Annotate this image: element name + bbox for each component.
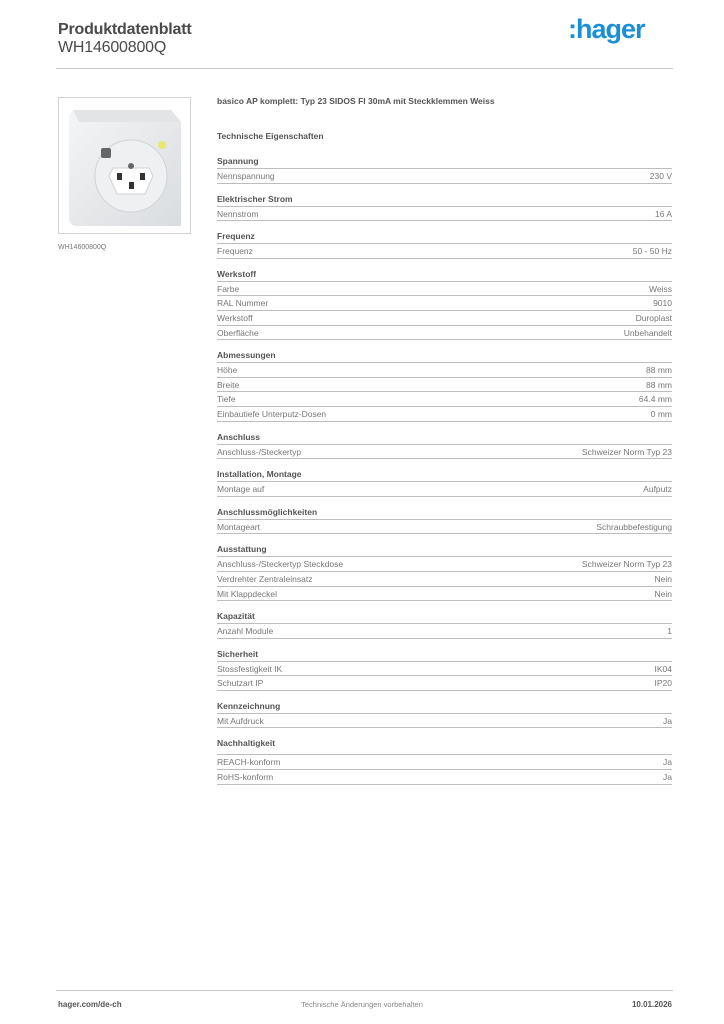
section-heading: Elektrischer Strom — [217, 193, 672, 207]
row-label: Verdrehter Zentraleinsatz — [217, 573, 313, 584]
section-ausstattung — [217, 543, 672, 601]
table-row — [217, 557, 672, 572]
table-row — [217, 624, 672, 639]
table-row — [217, 662, 672, 677]
table-row — [217, 169, 672, 184]
row-value: IP20 — [654, 678, 672, 689]
row-value: Schraubbefestigung — [596, 521, 672, 532]
section-heading: Kennzeichnung — [217, 700, 672, 714]
section-heading: Nachhaltigkeit — [217, 738, 276, 749]
section-heading: Kapazität — [217, 610, 672, 624]
table-row — [217, 326, 672, 341]
table-row — [217, 207, 672, 222]
row-label: Farbe — [217, 283, 240, 294]
row-label: Nennspannung — [217, 171, 275, 181]
swiss-socket-type23-icon — [59, 98, 190, 233]
row-value: 88 mm — [646, 379, 672, 390]
section-heading: Spannung — [217, 155, 672, 169]
row-label: Einbautiefe Unterputz-Dosen — [217, 408, 327, 419]
section-kapazitaet — [217, 610, 672, 639]
row-value: 88 mm — [646, 365, 672, 376]
row-label: Frequenz — [217, 246, 253, 257]
row-value: 1 — [667, 626, 672, 637]
table-row — [217, 407, 672, 422]
row-value: Ja — [663, 757, 672, 768]
table-row — [217, 282, 672, 297]
row-label: Mit Aufdruck — [217, 715, 264, 726]
table-row — [217, 482, 672, 497]
section-werkstoff — [217, 268, 672, 340]
section-heading: Anschlussmöglichkeiten — [217, 506, 672, 520]
product-description: basico AP komplett: Typ 23 SIDOS FI 30mA mit Steckklemmen Weiss — [217, 96, 495, 106]
properties-table — [217, 155, 672, 794]
row-label: RAL Nummer — [217, 298, 269, 309]
table-row — [217, 770, 672, 785]
row-label: Anschluss-/Steckertyp Steckdose — [217, 559, 344, 570]
table-row — [217, 445, 672, 460]
product-code: WH14600800Q — [58, 39, 167, 56]
table-row — [217, 755, 672, 770]
section-anschluss — [217, 431, 672, 460]
row-value: Aufputz — [643, 484, 672, 495]
hager-logo: :hager — [568, 14, 645, 44]
table-row — [217, 244, 672, 259]
table-row — [217, 587, 672, 602]
row-label: Breite — [217, 379, 240, 390]
section-heading: Frequenz — [217, 230, 672, 244]
row-label: Montageart — [217, 521, 260, 532]
table-row — [217, 363, 672, 378]
row-label: Werkstoff — [217, 312, 253, 323]
footer-website-link[interactable]: hager.com/de-ch — [58, 1000, 122, 1009]
table-row — [217, 378, 672, 393]
product-image — [58, 97, 191, 234]
section-heading: Sicherheit — [217, 648, 672, 662]
table-row — [217, 296, 672, 311]
header-divider — [56, 68, 673, 69]
row-value: 64.4 mm — [638, 394, 672, 405]
row-value: IK04 — [654, 663, 672, 674]
row-label: Höhe — [217, 365, 238, 376]
row-label: Oberfläche — [217, 327, 259, 338]
page-title: Produktdatenblatt — [58, 21, 192, 38]
row-value: 230 V — [649, 171, 672, 181]
table-row — [217, 572, 672, 587]
row-label: Anschluss-/Steckertyp — [217, 446, 302, 457]
section-heading: Ausstattung — [217, 543, 672, 557]
table-row — [217, 520, 672, 535]
image-caption: WH14600800Q — [58, 244, 107, 251]
section-installation-montage — [217, 468, 672, 497]
row-value: 9010 — [653, 298, 672, 309]
row-value: Weiss — [649, 283, 672, 294]
row-value: Schweizer Norm Typ 23 — [581, 559, 672, 570]
table-row — [217, 392, 672, 407]
row-label: Montage auf — [217, 484, 265, 495]
row-value: 16 A — [654, 208, 672, 219]
row-value: Schweizer Norm Typ 23 — [581, 446, 672, 457]
footer-divider — [56, 990, 673, 991]
footer-disclaimer: Technische Änderungen vorbehalten — [301, 1000, 423, 1009]
section-frequenz — [217, 230, 672, 259]
section-abmessungen — [217, 349, 672, 421]
section-spannung — [217, 155, 672, 184]
row-label: Nennstrom — [217, 208, 259, 219]
section-elektrischer-strom — [217, 193, 672, 222]
row-label: Tiefe — [217, 394, 236, 405]
row-label: Mit Klappdeckel — [217, 588, 278, 599]
row-value: Ja — [663, 772, 672, 783]
row-value: Ja — [663, 715, 672, 726]
section-heading: Anschluss — [217, 431, 672, 445]
row-value: Nein — [654, 573, 672, 584]
row-value: Nein — [654, 588, 672, 599]
row-value: 0 mm — [650, 408, 672, 419]
footer-date: 10.01.2026 — [631, 1000, 672, 1009]
section-anschlussmoeglichkeiten — [217, 506, 672, 535]
section-heading: Abmessungen — [217, 349, 672, 363]
row-value: Unbehandelt — [623, 327, 672, 338]
row-label: Stossfestigkeit IK — [217, 663, 283, 674]
table-row — [217, 714, 672, 729]
row-value: 50 - 50 Hz — [632, 246, 672, 257]
section-heading: Werkstoff — [217, 268, 672, 282]
section-sicherheit — [217, 648, 672, 691]
tech-heading: Technische Eigenschaften — [217, 131, 324, 141]
table-row — [217, 676, 672, 691]
row-label: Schutzart IP — [217, 678, 264, 689]
section-nachhaltigkeit — [217, 737, 672, 784]
row-label: REACH-konform — [217, 757, 281, 768]
row-label: Anzahl Module — [217, 626, 274, 637]
row-label: RoHS-konform — [217, 772, 274, 783]
row-value: Duroplast — [635, 312, 672, 323]
section-heading: Installation, Montage — [217, 468, 672, 482]
table-row — [217, 311, 672, 326]
section-kennzeichnung — [217, 700, 672, 729]
